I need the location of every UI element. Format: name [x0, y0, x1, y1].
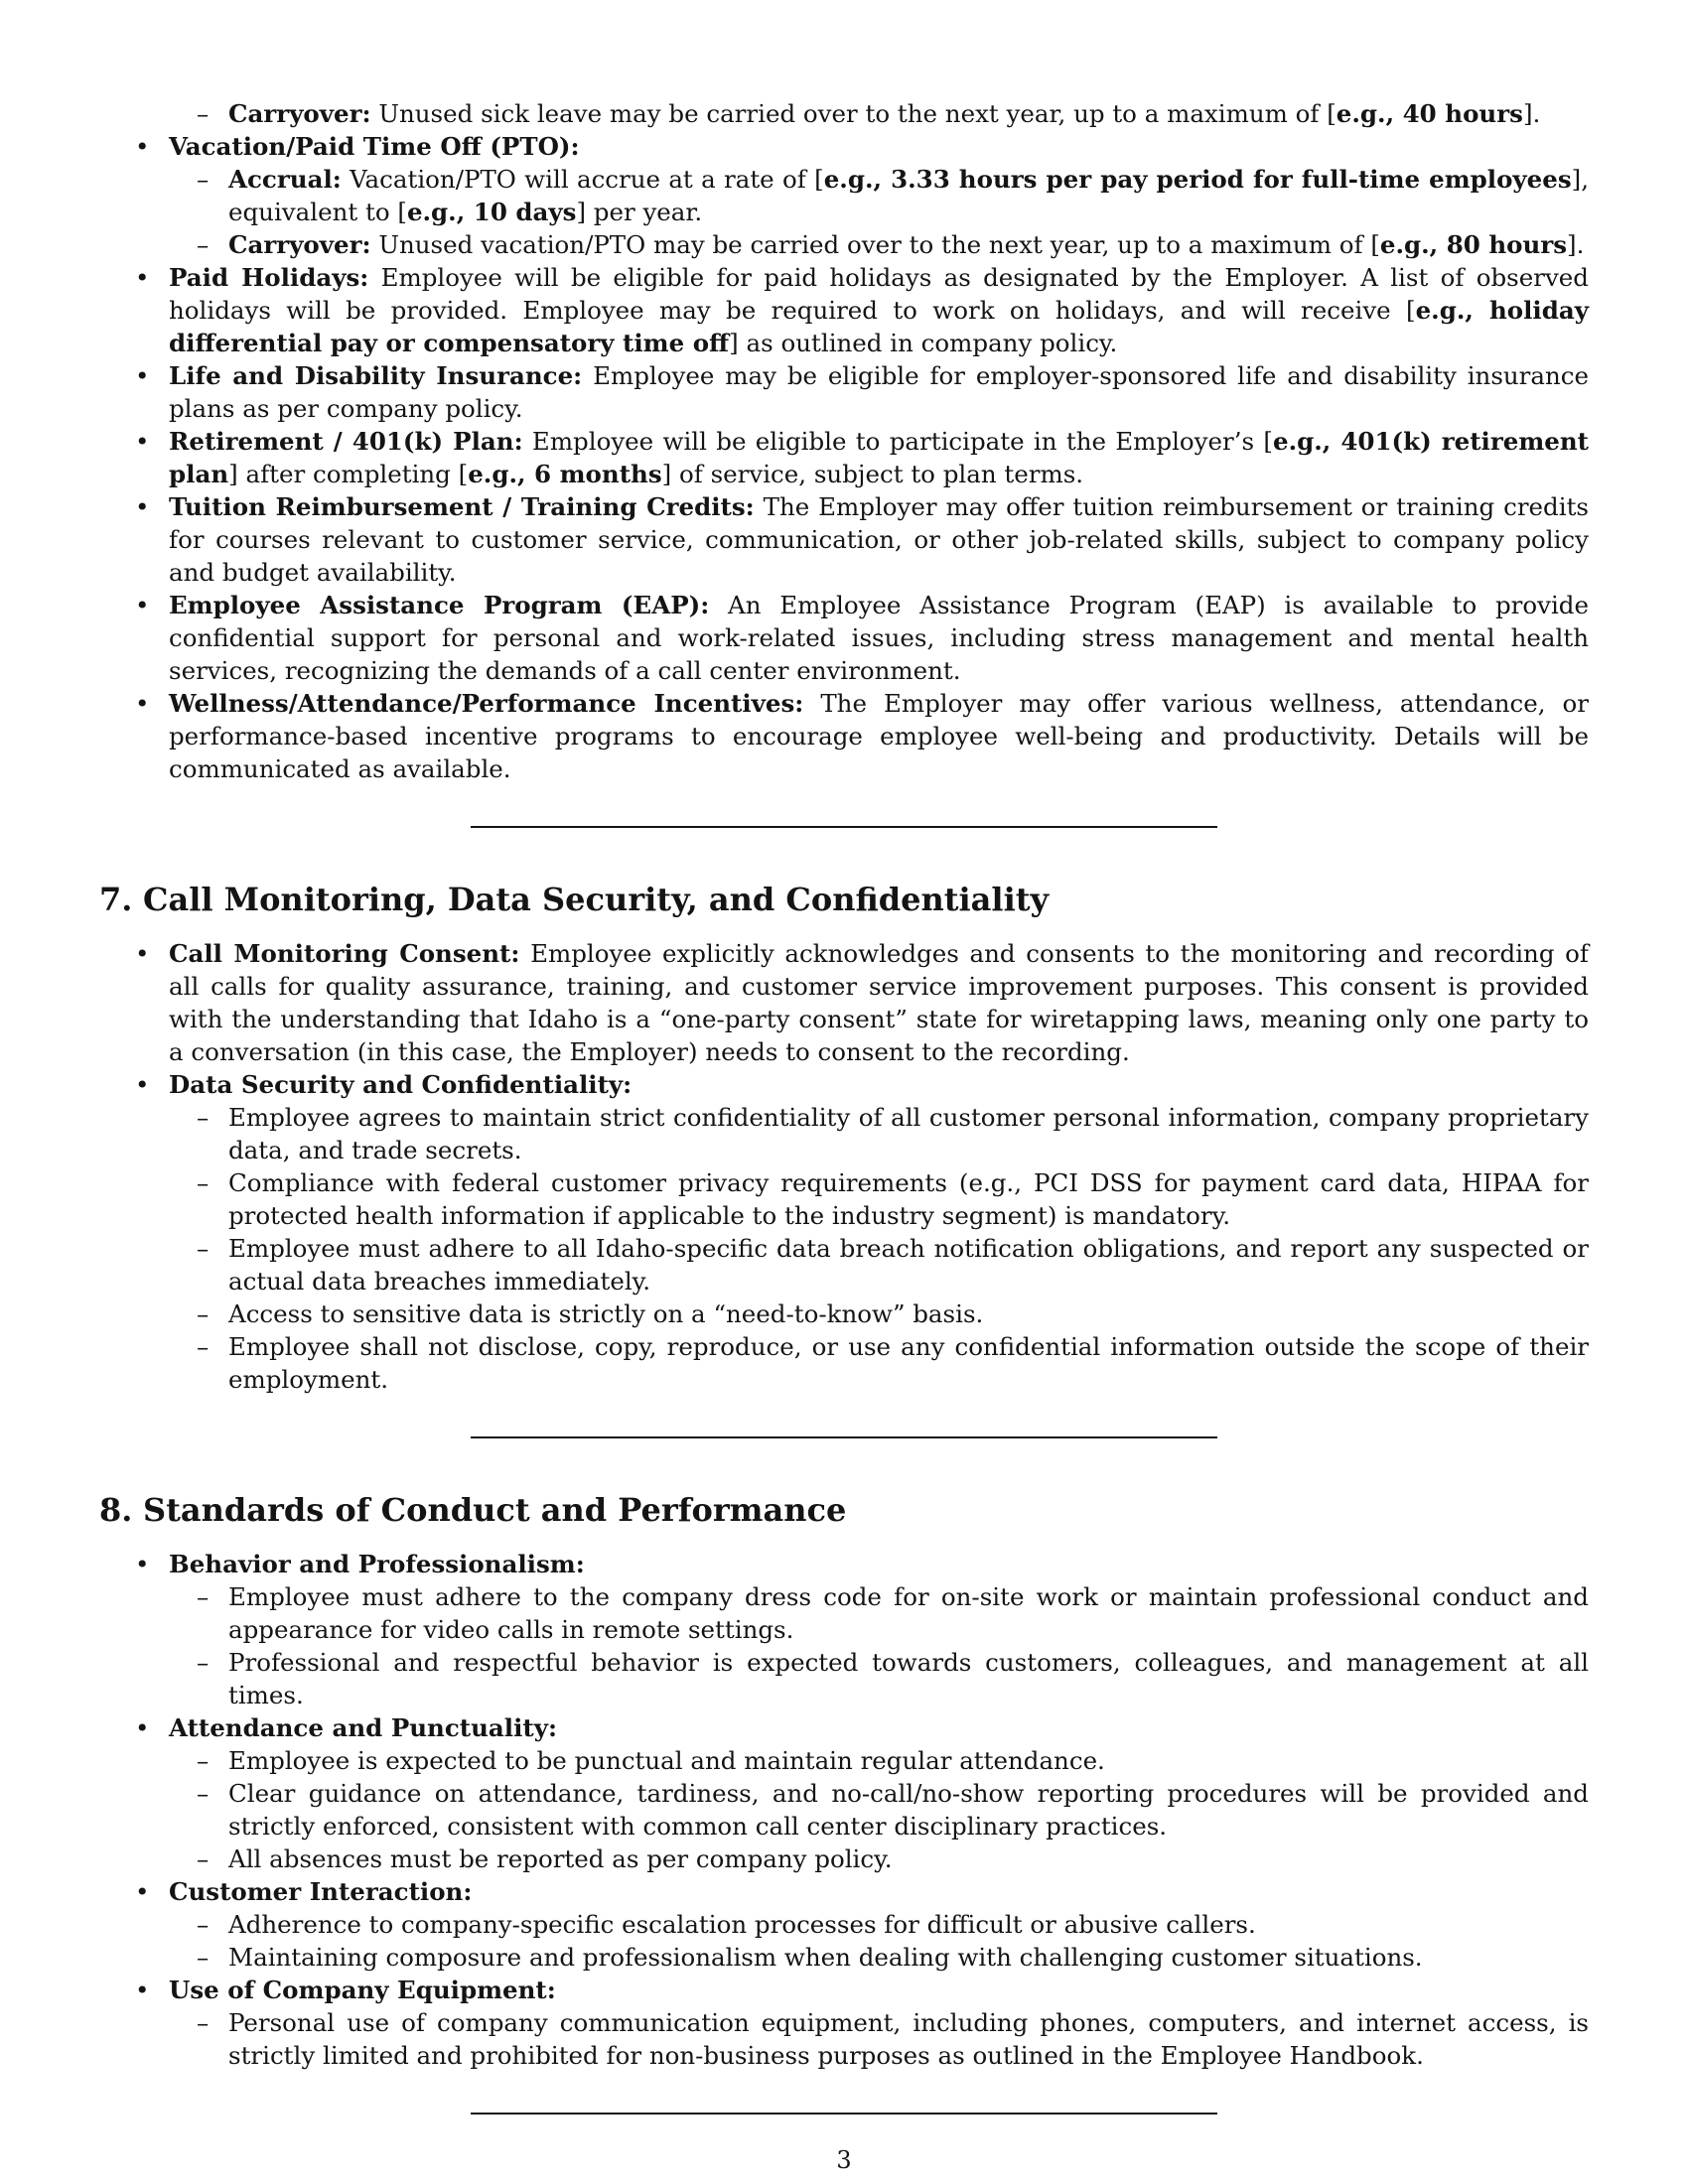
insurance-item: • Life and Disability Insurance: Employee may be eligible for employer-sponsored life and disability insurance plans as per company policy.: [99, 359, 1589, 425]
list-item: – Employee agrees to maintain strict confidentiality of all customer personal information, company proprietary data, and trade secrets.: [169, 1101, 1589, 1166]
list-item: – Employee shall not disclose, copy, reproduce, or use any confidential information outside the scope of their employment.: [169, 1330, 1589, 1396]
list-item: – Clear guidance on attendance, tardiness, and no-call/no-show reporting procedures will be provided and strictly enforced, consistent with common call center disciplinary practices.: [169, 1777, 1589, 1843]
customer-sublist: [169, 1908, 1589, 1974]
vacation-item: • Vacation/Paid Time Off (PTO): – Accrual: Vacation/PTO will accrue at a rate of [e.g., 3.33 hours per pay period for full-time employees], equivalent to [e.g., 10 days] per year. – Carryover: Unused vacation/PTO may be carried over to the next year, up to a maximum of [e.g., 80 hours].: [99, 130, 1589, 261]
retirement-item: • Retirement / 401(k) Plan: Employee will be eligible to participate in the Employer’s [e.g., 401(k) retirement plan] after completing [e.g., 6 months] of service, subject to plan terms.: [99, 425, 1589, 490]
benefits-list: [99, 97, 1589, 785]
attendance-item: • Attendance and Punctuality: – Employee is expected to be punctual and maintain regular attendance. – Clear guidance on attendance, tardiness, and no-call/no-show reporting procedures will be provided and strictly enforced, consistent with common call center disciplinary practices. – All absences must be reported as per company policy.: [99, 1711, 1589, 1875]
section-divider: [471, 1436, 1217, 1438]
vacation-sublist: [169, 163, 1589, 261]
sick-leave-sublist: [99, 97, 1589, 130]
list-item: – Access to sensitive data is strictly on a “need-to-know” basis.: [169, 1297, 1589, 1330]
wellness-item: • Wellness/Attendance/Performance Incentives: The Employer may offer various wellness, attendance, or performance-based incentive programs to encourage employee well-being and productivity. Details will be communicated as available.: [99, 687, 1589, 785]
data-security-sublist: [169, 1101, 1589, 1396]
list-item: – Employee must adhere to the company dress code for on-site work or maintain professional conduct and appearance for video calls in remote settings.: [169, 1580, 1589, 1646]
list-item: – Adherence to company-specific escalation processes for difficult or abusive callers.: [169, 1908, 1589, 1941]
list-item: – Compliance with federal customer privacy requirements (e.g., PCI DSS for payment card data, HIPAA for protected health information if applicable to the industry segment) is mandatory.: [169, 1166, 1589, 1232]
section-divider: [471, 2113, 1217, 2115]
list-item: – Professional and respectful behavior is expected towards customers, colleagues, and management at all times.: [169, 1646, 1589, 1711]
eap-item: • Employee Assistance Program (EAP): An Employee Assistance Program (EAP) is available to provide confidential support for personal and work-related issues, including stress management and mental health services, recognizing the demands of a call center environment.: [99, 589, 1589, 687]
section-8-heading: 8. Standards of Conduct and Performance: [99, 1491, 847, 1529]
section-7-list: [99, 937, 1589, 1396]
vacation-carryover-item: – Carryover: Unused vacation/PTO may be carried over to the next year, up to a maximum of [e.g., 80 hours].: [169, 228, 1589, 261]
vacation-accrual-item: – Accrual: Vacation/PTO will accrue at a rate of [e.g., 3.33 hours per pay period for full-time employees], equivalent to [e.g., 10 days] per year.: [169, 163, 1589, 228]
customer-interaction-item: • Customer Interaction: – Adherence to company-specific escalation processes for difficult or abusive callers. – Maintaining composure and professionalism when dealing with challenging customer situations.: [99, 1875, 1589, 1974]
list-item: – All absences must be reported as per company policy.: [169, 1843, 1589, 1875]
behavior-sublist: [169, 1580, 1589, 1711]
list-item: – Maintaining composure and professionalism when dealing with challenging customer situations.: [169, 1941, 1589, 1974]
section-8-list: [99, 1548, 1589, 2072]
equipment-item: • Use of Company Equipment: – Personal use of company communication equipment, including phones, computers, and internet access, is strictly limited and prohibited for non-business purposes as outlined in the Employee Handbook.: [99, 1974, 1589, 2072]
sick-carryover-item: – Carryover: Unused sick leave may be carried over to the next year, up to a maximum of [e.g., 40 hours].: [169, 97, 1589, 130]
behavior-item: • Behavior and Professionalism: – Employee must adhere to the company dress code for on-site work or maintain professional conduct and appearance for video calls in remote settings. – Professional and respectful behavior is expected towards customers, colleagues, and management at all times.: [99, 1548, 1589, 1711]
data-security-item: • Data Security and Confidentiality: – Employee agrees to maintain strict confidentiality of all customer personal information, company proprietary data, and trade secrets. – Compliance with federal customer privacy requirements (e.g., PCI DSS for payment card data, HIPAA for protected health information if applicable to the industry segment) is mandatory. – Employee must adhere to all Idaho-specific data breach notification obligations, and report any suspected or actual data breaches immediately. – Access to sensitive data is strictly on a “need-to-know” basis. – Employee shall not disclose, copy, reproduce, or use any confidential information outside the scope of their employment.: [99, 1068, 1589, 1396]
call-monitoring-item: • Call Monitoring Consent: Employee explicitly acknowledges and consents to the monitoring and recording of all calls for quality assurance, training, and customer service improvement purposes. This consent is provided with the understanding that Idaho is a “one-party consent” state for wiretapping laws, meaning only one party to a conversation (in this case, the Employer) needs to consent to the recording.: [99, 937, 1589, 1068]
paid-holidays-item: • Paid Holidays: Employee will be eligible for paid holidays as designated by the Employer. A list of observed holidays will be provided. Employee may be required to work on holidays, and will receive [e.g., holiday differential pay or compensatory time off] as outlined in company policy.: [99, 261, 1589, 359]
section-divider: [471, 826, 1217, 828]
tuition-item: • Tuition Reimbursement / Training Credits: The Employer may offer tuition reimbursement or training credits for courses relevant to customer service, communication, or other job-related skills, subject to company policy and budget availability.: [99, 490, 1589, 589]
list-item: – Employee must adhere to all Idaho-specific data breach notification obligations, and report any suspected or actual data breaches immediately.: [169, 1232, 1589, 1297]
attendance-sublist: [169, 1744, 1589, 1875]
sick-leave-continuation: [99, 97, 1589, 130]
document-page: [99, 97, 1589, 2115]
page-number: 3: [836, 2146, 852, 2174]
section-7-heading: 7. Call Monitoring, Data Security, and Confidentiality: [99, 881, 1050, 918]
list-item: – Employee is expected to be punctual and maintain regular attendance.: [169, 1744, 1589, 1777]
equipment-sublist: [169, 2006, 1589, 2072]
list-item: – Personal use of company communication equipment, including phones, computers, and internet access, is strictly limited and prohibited for non-business purposes as outlined in the Employee Handbook.: [169, 2006, 1589, 2072]
